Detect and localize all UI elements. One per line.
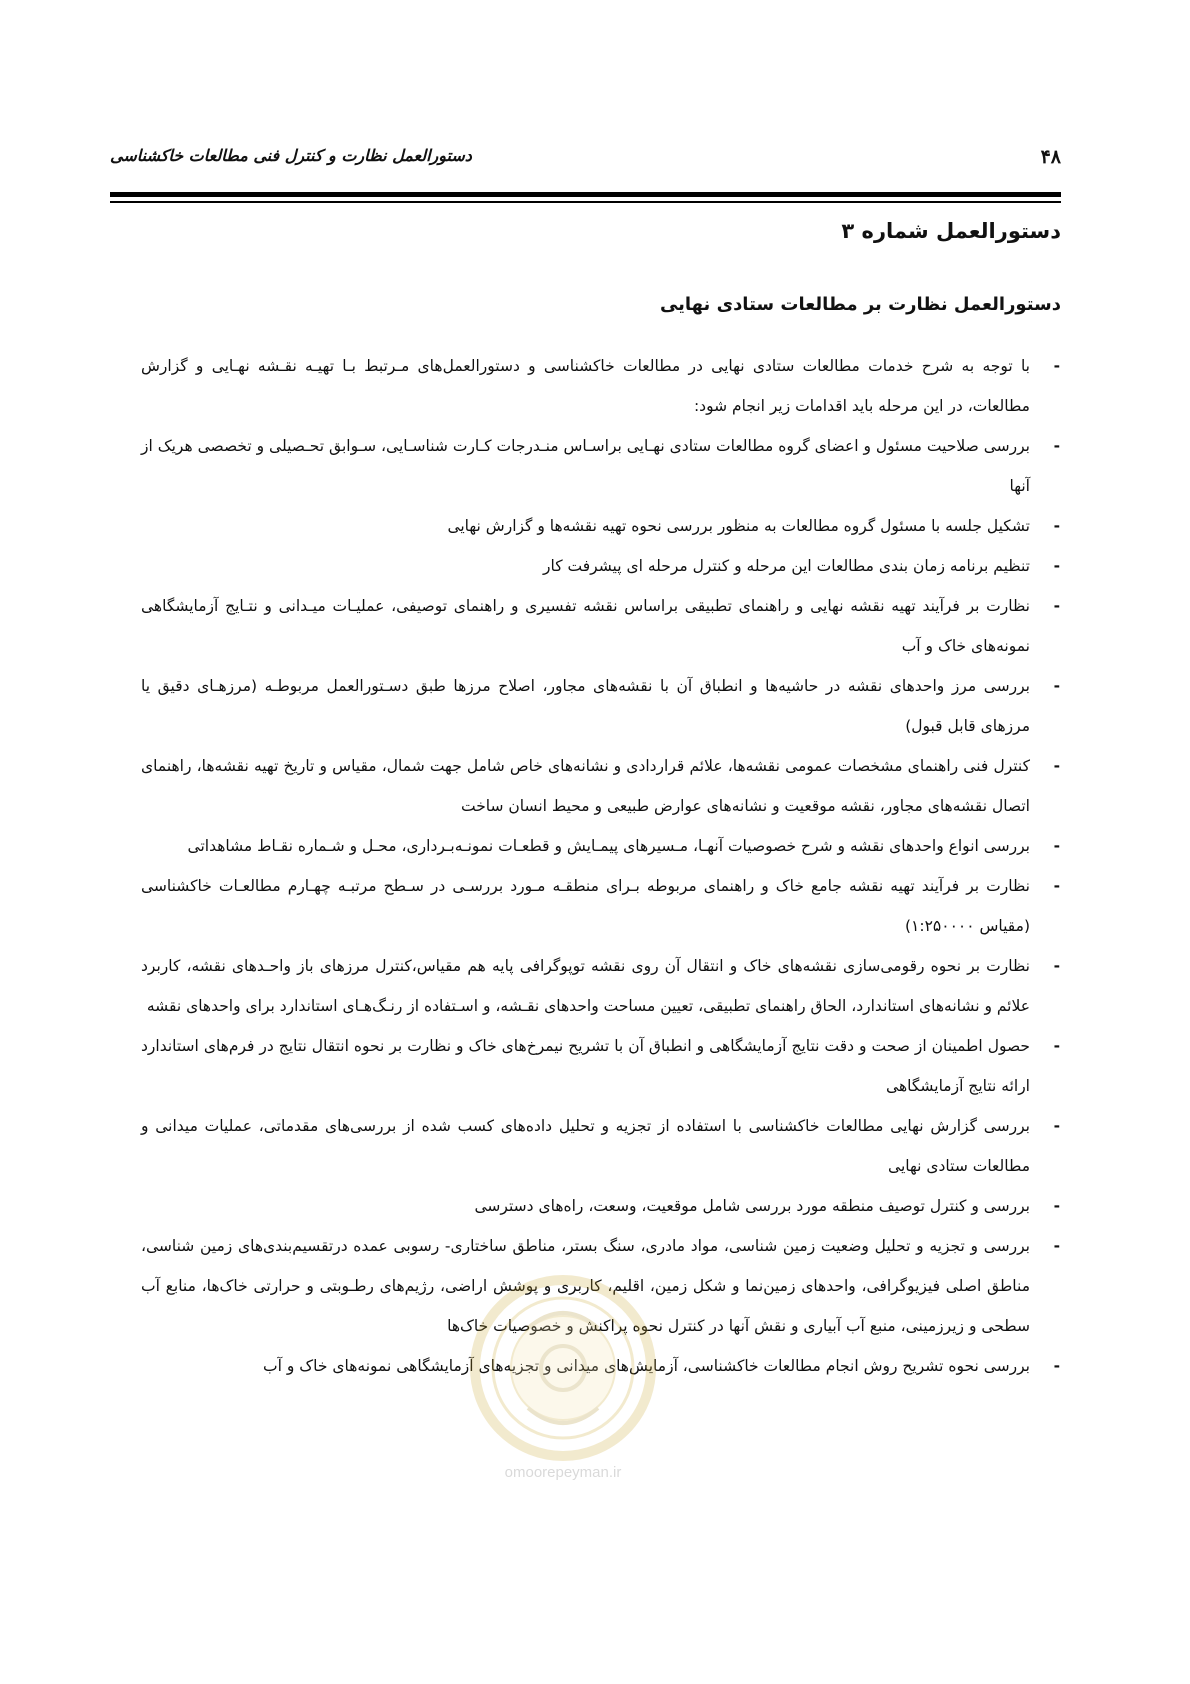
bullet-dash: - bbox=[1053, 597, 1060, 615]
bullet-dash: - bbox=[1053, 1117, 1060, 1135]
bullet-dash: - bbox=[1053, 1237, 1060, 1255]
bullet-dash: - bbox=[1053, 877, 1060, 895]
bullet-dash: - bbox=[1053, 437, 1060, 455]
list-item bbox=[141, 506, 1061, 546]
list-item-text: بررسی گزارش نهایی مطالعات خاکشناسی با استفاده از تجزیه و تحلیل داده‌های کسب شده از بررسی‌های مقدماتی، عملیات میدانی و مطالعات ستادی نهایی bbox=[141, 1117, 1030, 1175]
list-item-text: تشکیل جلسه با مسئول گروه مطالعات به منظور بررسی نحوه تهیه نقشه‌ها و گزارش نهایی bbox=[447, 517, 1030, 535]
bullet-dash: - bbox=[1053, 1037, 1060, 1055]
bullet-dash: - bbox=[1053, 517, 1060, 535]
list-item bbox=[141, 826, 1061, 866]
list-item-text: بررسی انواع واحدهای نقشه و شرح خصوصیات آنهـا، مـسیرهای پیمـایش و قطعـات نمونـه‌بـرداری، محـل و شـماره نقـاط مشاهداتی bbox=[187, 837, 1030, 855]
instruction-list bbox=[141, 346, 1061, 1386]
list-item-text: نظارت بر فرآیند تهیه نقشه نهایی و راهنمای تطبیقی براساس نقشه تفسیری و راهنمای توصیفی، عملیـات میـدانی و نتـایج آزمایشگاهی نمونه‌های خاک و آب bbox=[141, 597, 1030, 655]
list-item-text: بررسی صلاحیت مسئول و اعضای گروه مطالعات ستادی نهـایی براسـاس منـدرجات کـارت شناسـایی، سـوابق تحـصیلی و تخصصی هریک از آنها bbox=[141, 437, 1030, 495]
list-item bbox=[141, 666, 1061, 746]
page-number: ۴۸ bbox=[1040, 146, 1061, 168]
list-item bbox=[141, 346, 1061, 426]
bullet-dash: - bbox=[1053, 557, 1060, 575]
section-title: دستورالعمل نظارت بر مطالعات ستادی نهایی bbox=[659, 294, 1061, 315]
list-item-text: تنظیم برنامه زمان بندی مطالعات این مرحله و کنترل مرحله ای پیشرفت کار bbox=[543, 557, 1030, 575]
chapter-title: دستورالعمل شماره ۳ bbox=[841, 219, 1061, 243]
list-item bbox=[141, 1106, 1061, 1186]
bullet-dash: - bbox=[1053, 357, 1060, 375]
bullet-dash: - bbox=[1053, 837, 1060, 855]
list-item bbox=[141, 1026, 1061, 1106]
list-item bbox=[141, 586, 1061, 666]
header-rule-thick bbox=[110, 192, 1061, 197]
list-item-text: حصول اطمینان از صحت و دقت نتایج آزمایشگاهی و انطباق آن با تشریح نیمرخ‌های خاک و نظارت بر نحوه انتقال نتایج در فرم‌های استاندارد ارائه نتایج آزمایشگاهی bbox=[141, 1037, 1030, 1095]
page-header bbox=[110, 146, 1061, 172]
list-item bbox=[141, 1186, 1061, 1226]
list-item bbox=[141, 1346, 1061, 1386]
list-item bbox=[141, 866, 1061, 946]
watermark-text: omoorepeyman.ir bbox=[504, 1464, 622, 1481]
list-item-text: بررسی نحوه تشریح روش انجام مطالعات خاکشناسی، آزمایش‌های میدانی و تجزیه‌های آزمایشگاهی نمونه‌های خاک و آب bbox=[263, 1357, 1030, 1375]
list-item-text: کنترل فنی راهنمای مشخصات عمومی نقشه‌ها، علائم قراردادی و نشانه‌های خاص شامل جهت شمال، مقیاس و تاریخ تهیه نقشه‌ها، راهنمای اتصال نقشه‌های مجاور، نقشه موقعیت و نشانه‌های عوارض طبیعی و محیط انسان ساخت bbox=[141, 757, 1030, 815]
bullet-dash: - bbox=[1053, 677, 1060, 695]
list-item bbox=[141, 746, 1061, 826]
running-title: دستورالعمل نظارت و کنترل فنی مطالعات خاکشناسی bbox=[110, 146, 472, 165]
list-item bbox=[141, 1226, 1061, 1346]
list-item-text: با توجه به شرح خدمات مطالعات ستادی نهایی در مطالعات خاکشناسی و دستورالعمل‌های مـرتبط بـا تهیـه نقـشه نهـایی و گزارش مطالعات، در این مرحله باید اقدامات زیر انجام شود: bbox=[141, 357, 1030, 415]
header-rule-thin bbox=[110, 201, 1061, 203]
list-item-text: بررسی مرز واحدهای نقشه در حاشیه‌ها و انطباق آن با نقشه‌های مجاور، اصلاح مرزها طبق دسـتورالعمل مربوطـه (مرزهـای دقیق یا مرزهای قابل قبول) bbox=[141, 677, 1030, 735]
list-item bbox=[141, 426, 1061, 506]
list-item-text: بررسی و تجزیه و تحلیل وضعیت زمین شناسی، مواد مادری، سنگ بستر، مناطق ساختاری- رسوبی عمده درتقسیم‌بندی‌های زمین شناسی، مناطق اصلی فیزیوگرافی، واحدهای زمین‌نما و شکل زمین، اقلیم، کاربری و پوشش اراضی، رژیم‌های رطـوبتی و حرارتی خاک‌ها، منابع آب سطحی و زیرزمینی، منبع آب آبیاری و نقش آنها در کنترل نحوه پراکنش و خصوصیات خاک‌ها bbox=[141, 1237, 1030, 1335]
bullet-dash: - bbox=[1053, 957, 1060, 975]
bullet-dash: - bbox=[1053, 1197, 1060, 1215]
list-item-text: بررسی و کنترل توصیف منطقه مورد بررسی شامل موقعیت، وسعت، راه‌های دسترسی bbox=[474, 1197, 1030, 1215]
list-item-text: نظارت بر نحوه رقومی‌سازی نقشه‌های خاک و انتقال آن روی نقشه توپوگرافی پایه هم مقیاس،کنترل مرزهای باز واحـدهای نقشه، کاربرد علائم و نشانه‌های استاندارد، الحاق راهنمای تطبیقی، تعیین مساحت واحدهای نقـشه، و اسـتفاده از رنـگ‌هـای استاندارد برای واحدهای نقشه bbox=[141, 957, 1030, 1015]
bullet-dash: - bbox=[1053, 757, 1060, 775]
list-item bbox=[141, 546, 1061, 586]
list-item bbox=[141, 946, 1061, 1026]
bullet-dash: - bbox=[1053, 1357, 1060, 1375]
list-item-text: نظارت بر فرآیند تهیه نقشه جامع خاک و راهنمای مربوطه بـرای منطقـه مـورد بررسـی در سـطح مرتبـه چهـارم مطالعـات خاکشناسی (مقیاس ۱:۲۵۰۰۰۰) bbox=[141, 877, 1030, 935]
